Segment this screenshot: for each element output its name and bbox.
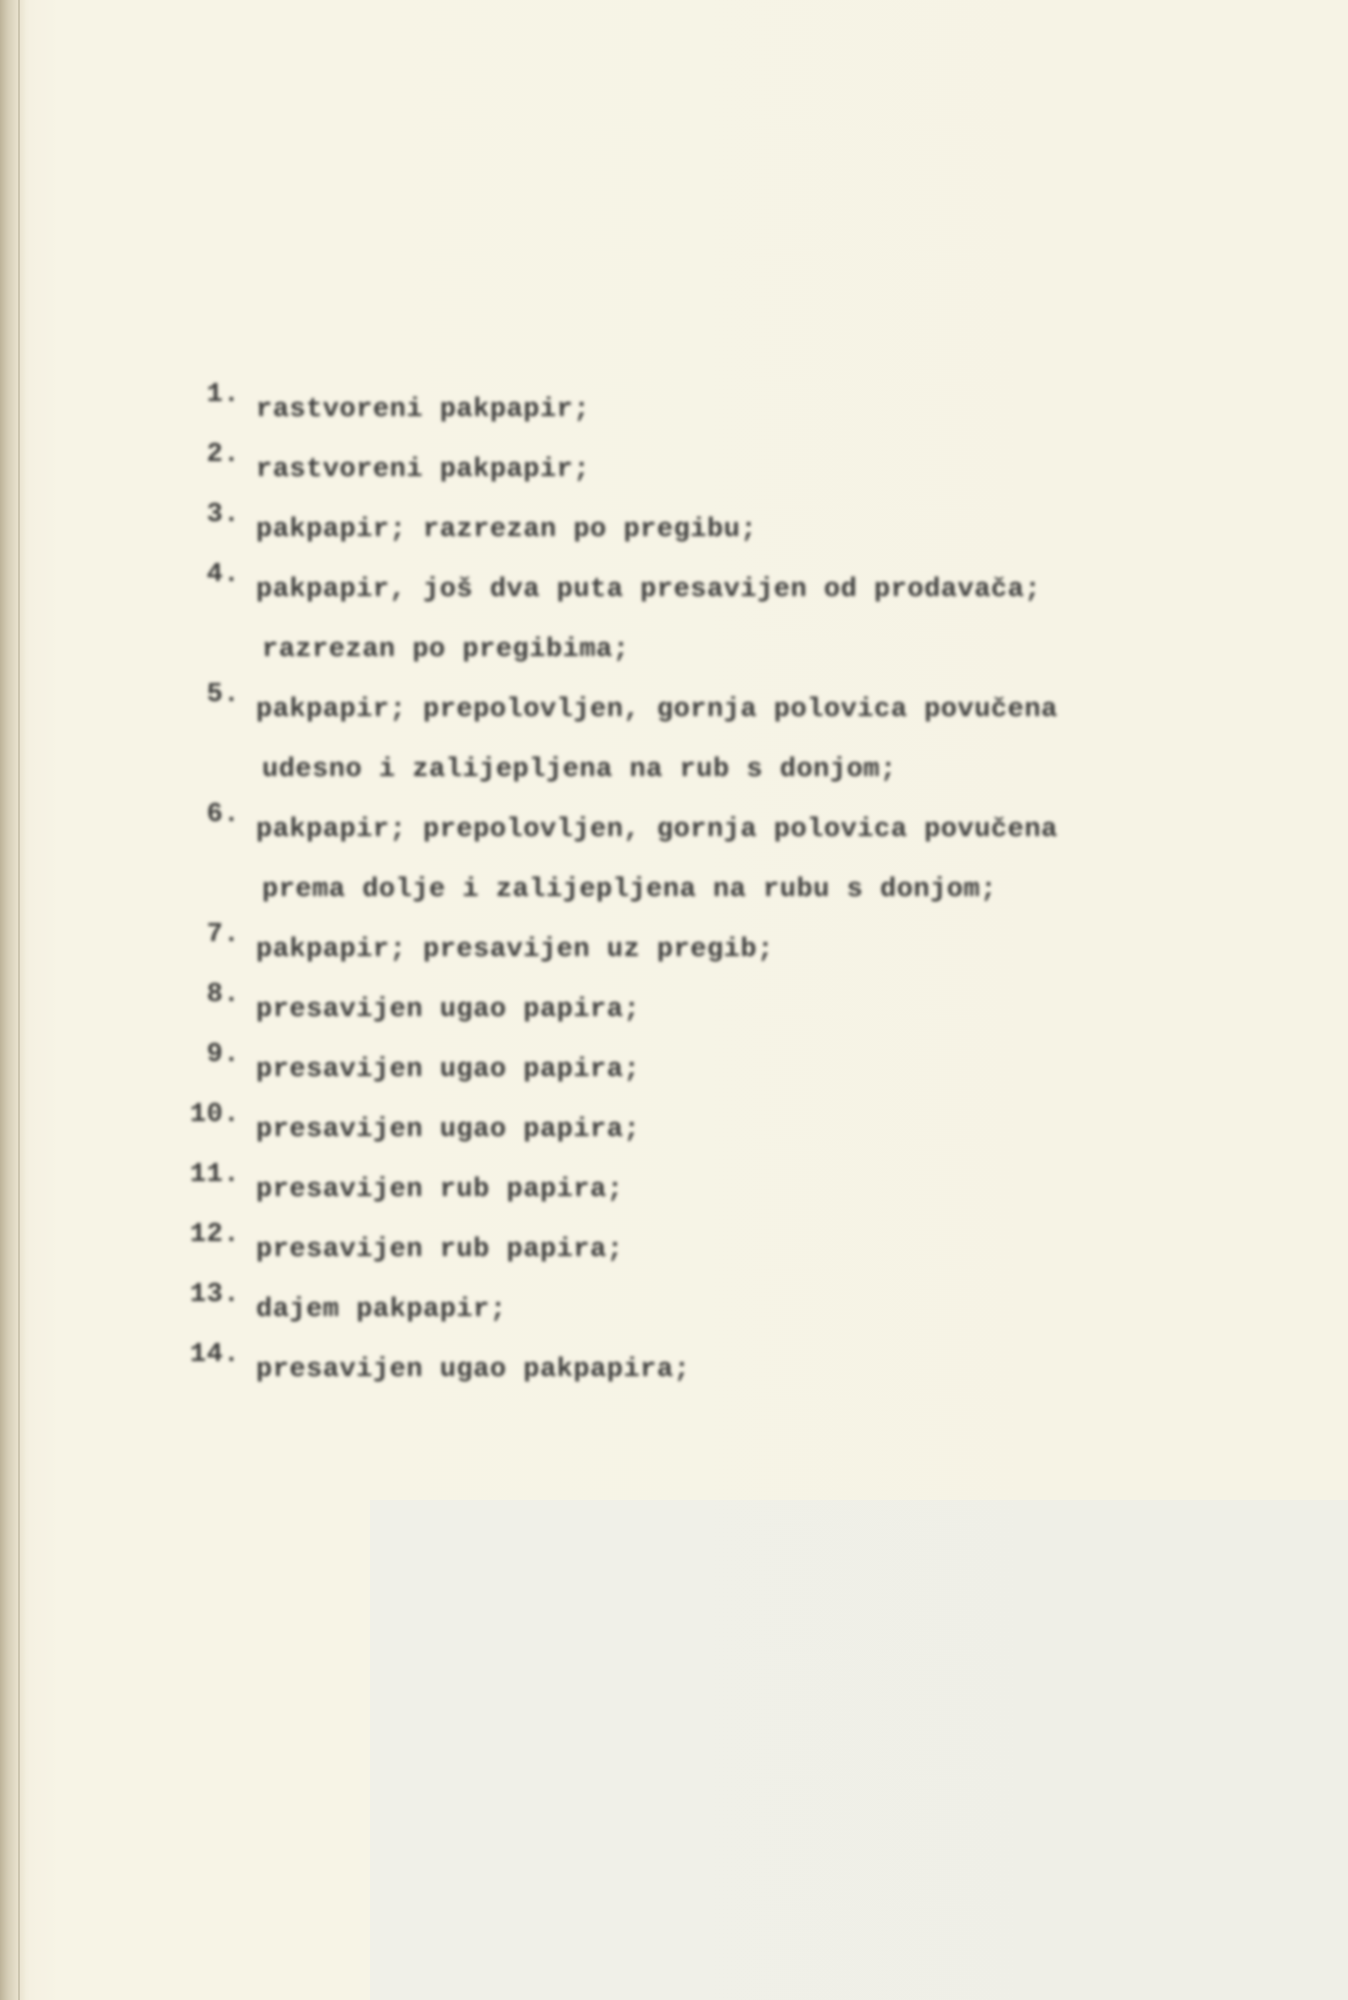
item-text: presavijen ugao papira;	[256, 995, 641, 1025]
item-text: presavijen rub papira;	[256, 1175, 624, 1205]
list-item	[0, 1100, 1058, 1160]
item-number: 9.	[206, 1040, 240, 1070]
list-item	[0, 560, 1058, 680]
item-text: rastvoreni pakpapir;	[256, 395, 591, 425]
item-number: 2.	[206, 440, 240, 470]
list-item	[0, 680, 1058, 800]
page-shading	[370, 1500, 1348, 2000]
list-item	[0, 1040, 1058, 1100]
item-number: 3.	[206, 500, 240, 530]
item-text: pakpapir; razrezan po pregibu;	[256, 515, 758, 545]
item-number: 7.	[206, 920, 240, 950]
item-text: presavijen ugao papira;	[256, 1115, 641, 1145]
item-text: pakpapir, još dva puta presavijen od prodavača;	[256, 575, 1042, 605]
item-text: dajem pakpapir;	[256, 1295, 507, 1325]
numbered-list	[0, 380, 1058, 1400]
list-item	[0, 500, 1058, 560]
item-text: presavijen ugao papira;	[256, 1055, 641, 1085]
item-text: presavijen rub papira;	[256, 1235, 624, 1265]
list-item	[0, 380, 1058, 440]
item-text-continuation: udesno i zalijepljena na rub s donjom;	[262, 755, 897, 785]
item-number: 8.	[206, 980, 240, 1010]
list-item	[0, 440, 1058, 500]
item-number: 1.	[206, 380, 240, 410]
item-text: pakpapir; prepolovljen, gornja polovica povučena	[256, 695, 1058, 725]
item-text: rastvoreni pakpapir;	[256, 455, 591, 485]
item-number: 6.	[206, 800, 240, 830]
item-number: 11.	[189, 1160, 240, 1190]
item-text: pakpapir; prepolovljen, gornja polovica povučena	[256, 815, 1058, 845]
list-item	[0, 1160, 1058, 1220]
item-number: 13.	[189, 1280, 240, 1310]
item-text: presavijen ugao pakpapira;	[256, 1355, 691, 1385]
list-item	[0, 980, 1058, 1040]
list-item	[0, 1280, 1058, 1340]
item-number: 5.	[206, 680, 240, 710]
item-number: 12.	[189, 1220, 240, 1250]
item-text-continuation: razrezan po pregibima;	[262, 635, 630, 665]
item-number: 4.	[206, 560, 240, 590]
item-number: 14.	[189, 1340, 240, 1370]
list-item	[0, 1340, 1058, 1400]
item-text: pakpapir; presavijen uz pregib;	[256, 935, 774, 965]
list-item	[0, 1220, 1058, 1280]
list-item	[0, 920, 1058, 980]
list-item	[0, 800, 1058, 920]
item-text-continuation: prema dolje i zalijepljena na rubu s donjom;	[262, 875, 997, 905]
item-number: 10.	[189, 1100, 240, 1130]
